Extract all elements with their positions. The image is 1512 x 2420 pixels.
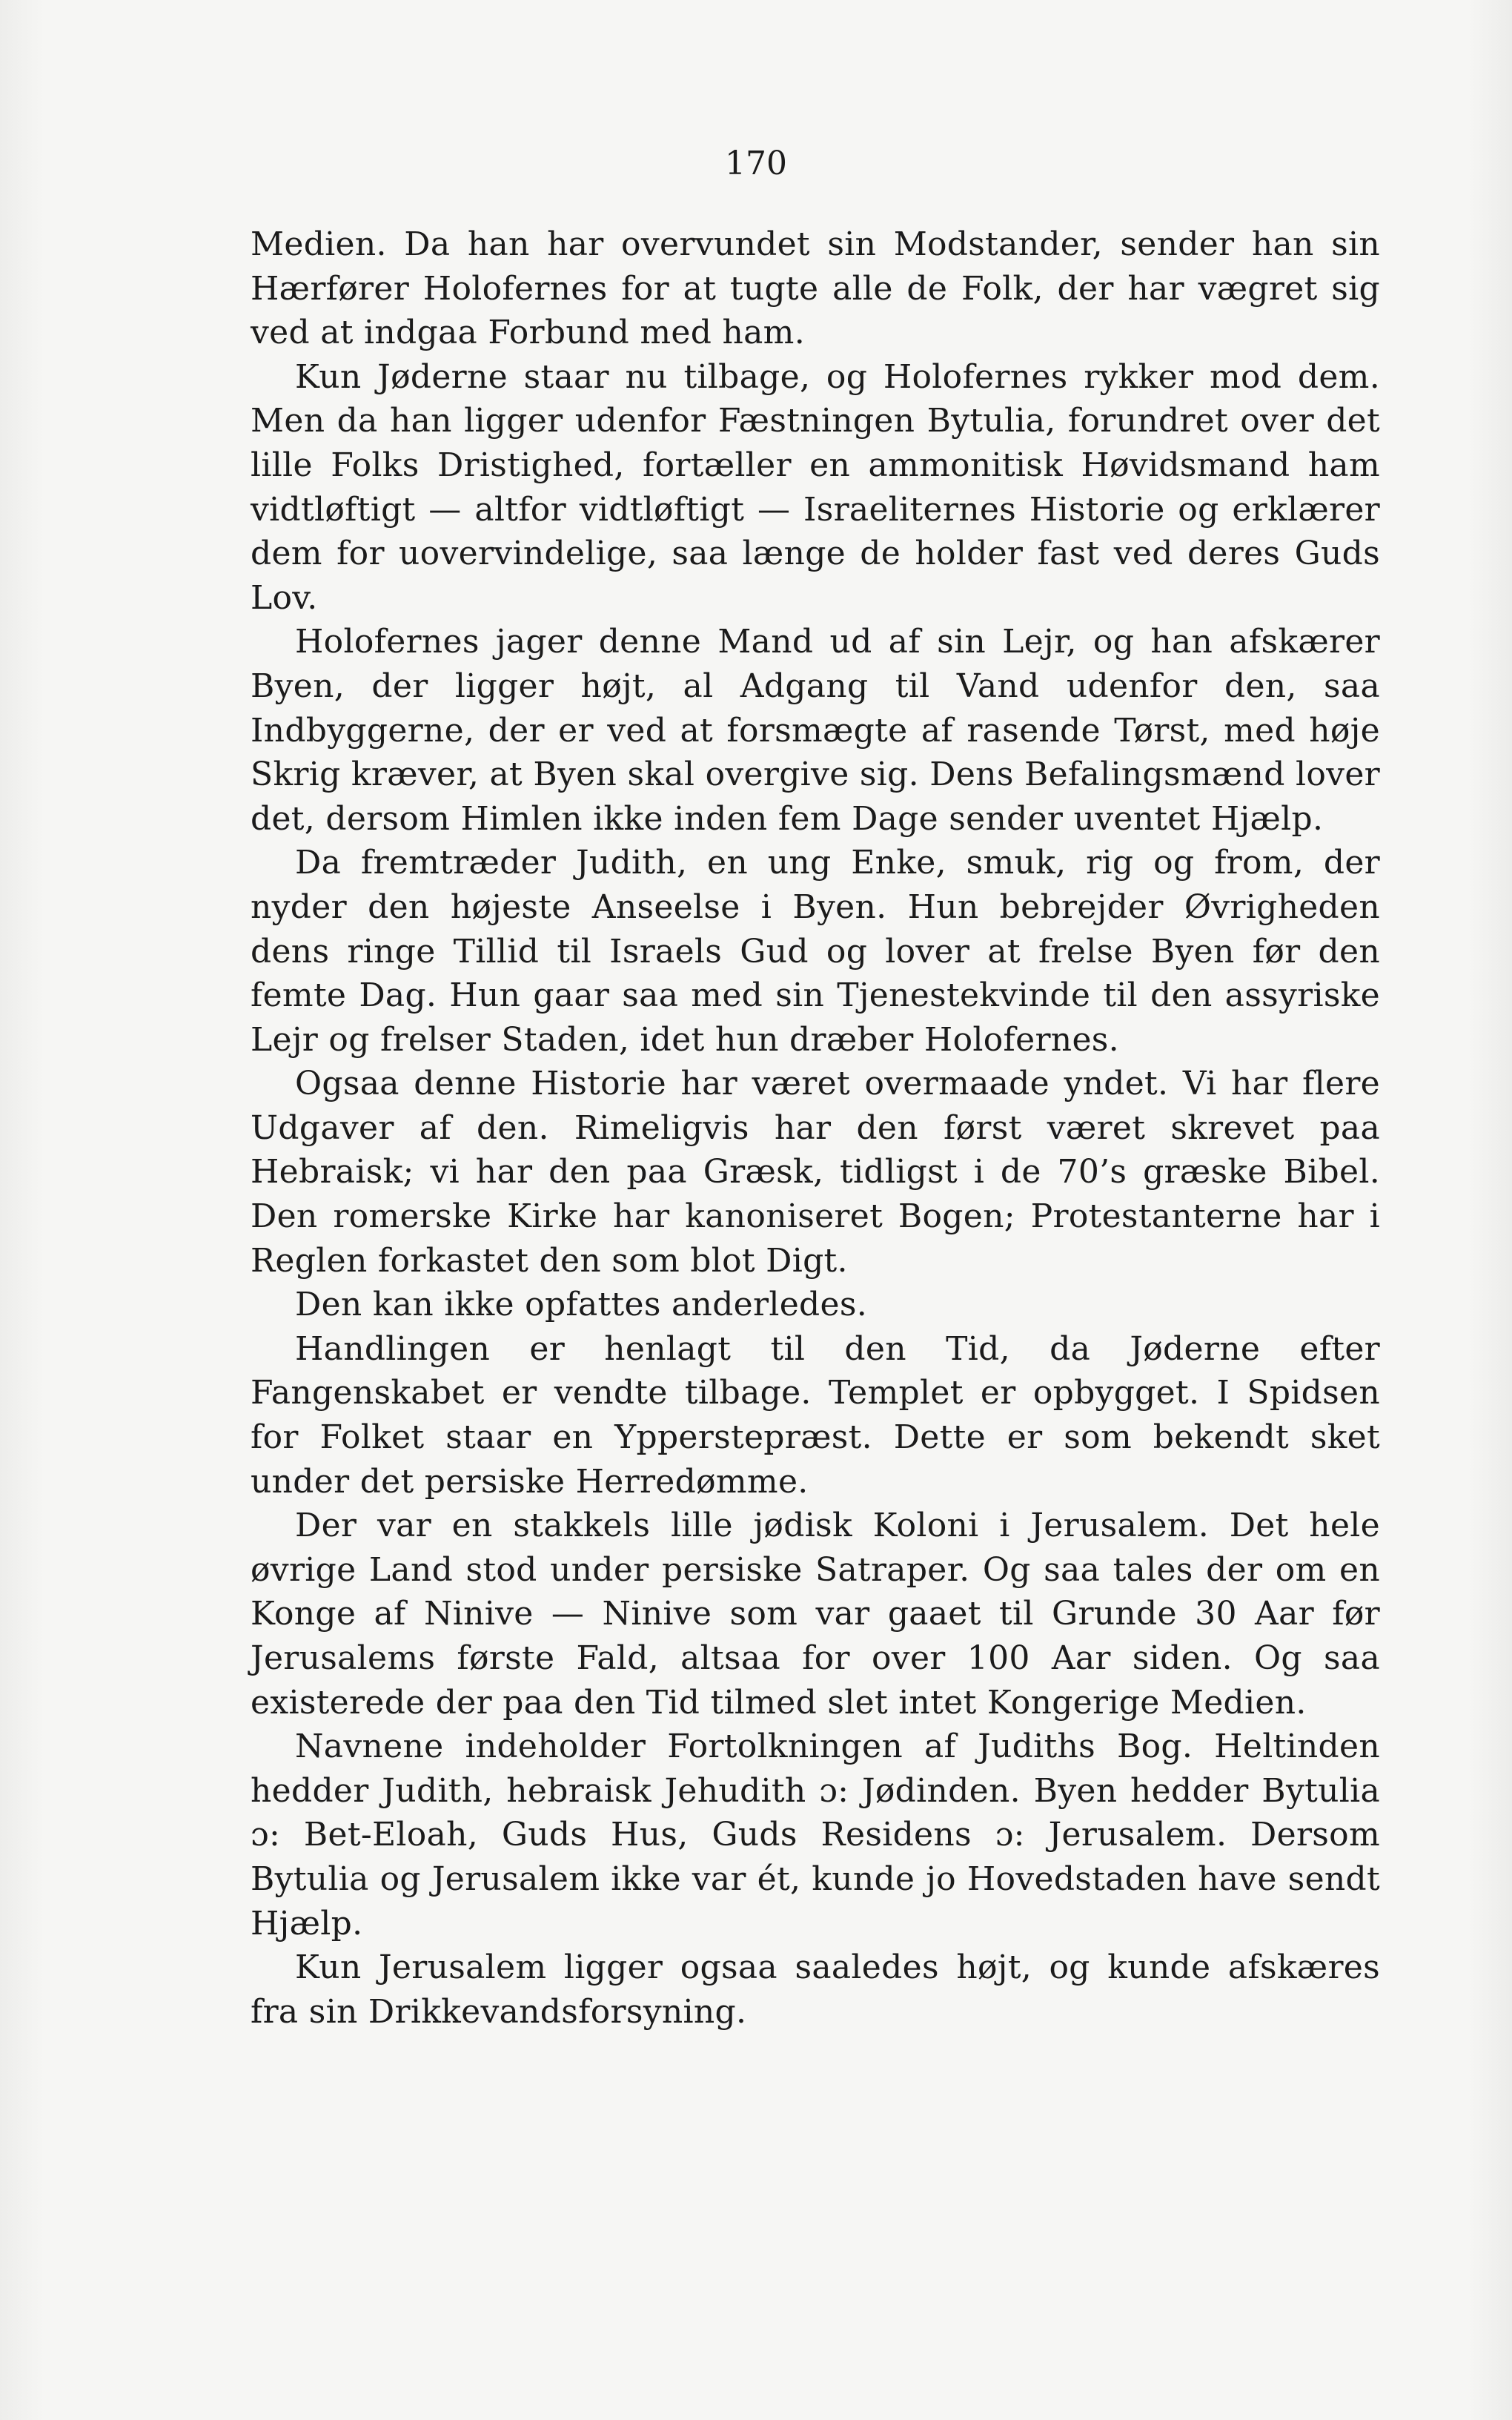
paragraph: Kun Jøderne staar nu tilbage, og Holofernes rykker mod dem. Men da han ligger udenfor Fæstningen Bytulia, forundret over det lille Folks Dristighed, fortæller en ammonitisk Høvidsmand ham vidtløftigt — altfor vidtløftigt — Israeliternes Historie og erklærer dem for uovervindelige, saa længe de holder fast ved deres Guds Lov. <box>251 357 1380 617</box>
paragraph: Medien. Da han har overvundet sin Modstander, sender han sin Hærfører Holofernes for at tugte alle de Folk, der har vægret sig ved at indgaa Forbund med ham. <box>251 225 1380 352</box>
body-text <box>251 222 1380 2034</box>
paragraph: Den kan ikke opfattes anderledes. <box>295 1286 868 1324</box>
paragraph: Handlingen er henlagt til den Tid, da Jøderne efter Fangenskabet er vendte tilbage. Templet er opbygget. I Spidsen for Folket staar en Ypperstepræst. Dette er som bekendt sket under det persiske Herredømme. <box>251 1329 1380 1501</box>
paragraph: Holofernes jager denne Mand ud af sin Lejr, og han afskærer Byen, der ligger højt, al Adgang til Vand udenfor den, saa Indbyggerne, der er ved at forsmægte af rasende Tørst, med høje Skrig kræver, at Byen skal overgive sig. Dens Befalingsmænd lover det, dersom Himlen ikke inden fem Dage sender uventet Hjælp. <box>251 623 1380 838</box>
paragraph: Ogsaa denne Historie har været overmaade yndet. Vi har flere Udgaver af den. Rimeligvis har den først været skrevet paa Hebraisk; vi har den paa Græsk, tidligst i de 70’s græske Bibel. Den romerske Kirke har kanoniseret Bogen; Protestanterne har i Reglen forkastet den som blot Digt. <box>251 1065 1380 1280</box>
paragraph: Kun Jerusalem ligger ogsaa saaledes højt, og kunde afskæres fra sin Drikkevandsforsyning. <box>251 1948 1380 2031</box>
paragraph: Da fremtræder Judith, en ung Enke, smuk, rig og from, der nyder den højeste Anseelse i Byen. Hun bebrejder Øvrigheden dens ringe Tillid til Israels Gud og lover at frelse Byen før den femte Dag. Hun gaar saa med sin Tjenestekvinde til den assyriske Lejr og frelser Staden, idet hun dræber Holofernes. <box>251 844 1380 1059</box>
paragraph: Navnene indeholder Fortolkningen af Judiths Bog. Heltinden hedder Judith, hebraisk Jehudith ɔ: Jødinden. Byen hedder Bytulia ɔ: Bet-Eloah, Guds Hus, Guds Residens ɔ: Jerusalem. Dersom Bytulia og Jerusalem ikke var ét, kunde jo Hovedstaden have sendt Hjælp. <box>251 1728 1380 1943</box>
page-number: 170 <box>725 145 787 182</box>
paragraph: Der var en stakkels lille jødisk Koloni i Jerusalem. Det hele øvrige Land stod under persiske Satraper. Og saa tales der om en Konge af Ninive — Ninive som var gaaet til Grunde 30 Aar før Jerusalems første Fald, altsaa for over 100 Aar siden. Og saa existerede der paa den Tid tilmed slet intet Kongerige Medien. <box>251 1507 1380 1722</box>
